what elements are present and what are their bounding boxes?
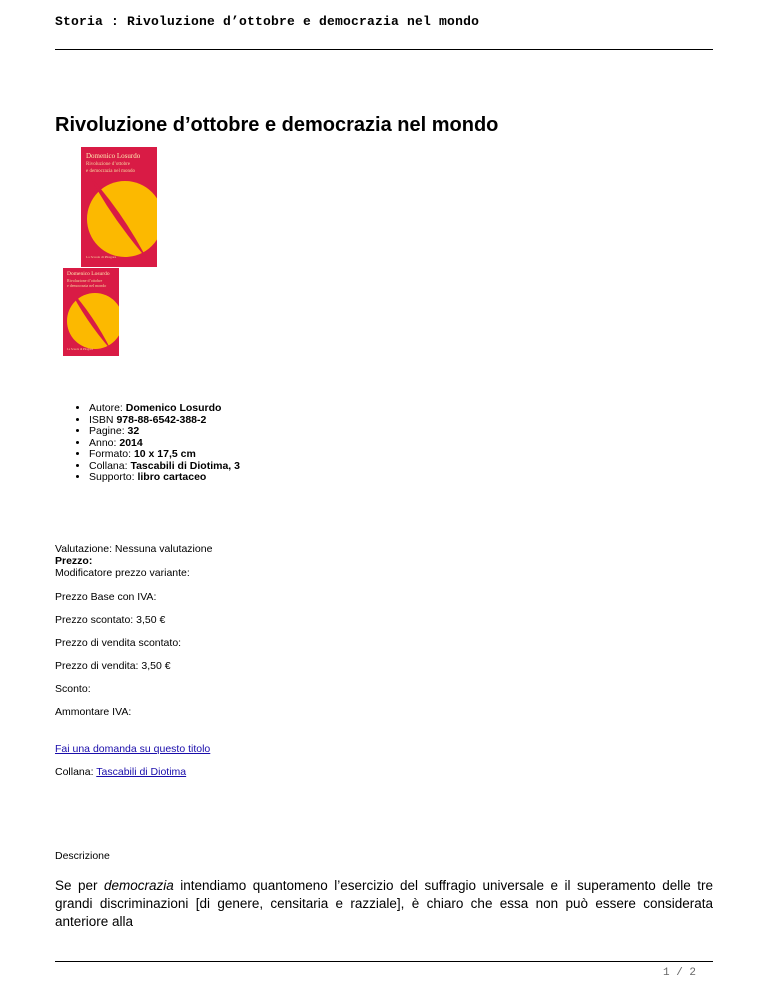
description-emphasis: democrazia (103, 878, 174, 893)
detail-value: 10 x 17,5 cm (133, 448, 196, 460)
description-heading: Descrizione (55, 850, 110, 862)
variant-modifier: Modificatore prezzo variante: (55, 567, 190, 579)
thumbnail-publisher: La Scuola di Pitagora (67, 347, 93, 351)
thumbnail-title-line2: e democrazia nel mondo (67, 283, 107, 288)
page-number: 1 / 2 (663, 967, 697, 979)
detail-value: Tascabili di Diotima, 3 (130, 459, 240, 472)
cover-title (86, 161, 135, 175)
page-title: Rivoluzione d’ottobre e democrazia nel mondo (55, 114, 499, 136)
discounted-sale-price: Prezzo di vendita scontato: (55, 637, 182, 649)
description-text (55, 877, 713, 931)
book-details-list (75, 403, 240, 484)
cover-title-line1: Rivoluzione d’ottobre (86, 162, 131, 167)
detail-label: Anno: (89, 436, 117, 449)
detail-medium (89, 472, 240, 484)
ask-question-row (55, 743, 210, 755)
cover-title-line2: e democrazia nel mondo (86, 169, 136, 174)
price-heading (55, 555, 92, 567)
detail-label: Collana: (89, 459, 128, 472)
detail-label: Supporto: (89, 471, 135, 483)
base-price-with-vat: Prezzo Base con IVA: (55, 591, 157, 603)
footer-rule (55, 961, 713, 962)
vat-amount: Ammontare IVA: (55, 706, 132, 718)
description-text-start: Se per (55, 878, 104, 893)
detail-label: Autore: (89, 402, 123, 414)
series-link[interactable]: Tascabili di Diotima (96, 766, 187, 778)
thumbnail-author: Domenico Losurdo (67, 271, 110, 277)
cover-author: Domenico Losurdo (86, 152, 141, 160)
discounted-price: Prezzo scontato: 3,50 € (55, 614, 166, 626)
price-heading-label: Prezzo: (55, 555, 93, 567)
running-header: Storia : Rivoluzione d’ottobre e democrazia nel mondo (55, 14, 480, 29)
header-rule (55, 49, 713, 50)
series-label: Collana: (55, 766, 94, 778)
sale-price: Prezzo di vendita: 3,50 € (55, 660, 171, 672)
ask-question-link[interactable]: Fai una domanda su questo titolo (55, 743, 211, 755)
detail-value: Domenico Losurdo (125, 402, 222, 414)
book-cover-thumbnail (63, 268, 119, 356)
detail-label: Formato: (89, 448, 132, 460)
detail-value: 2014 (119, 436, 143, 449)
rating-text: Valutazione: Nessuna valutazione (55, 543, 213, 555)
detail-label: Pagine: (89, 425, 125, 437)
detail-value: 32 (127, 425, 140, 437)
thumbnail-title-line1: Rivoluzione d’ottobre (67, 278, 103, 283)
description-text-rest: intendiamo quantomeno l’esercizio del suffragio universale e il superamento delle tre grandi discriminazioni [di genere, censitaria e razziale], è chiaro che essa non può essere considerata anteriore alla (55, 878, 714, 929)
detail-value: libro cartaceo (137, 471, 207, 483)
series-row (55, 766, 186, 778)
book-cover-image (81, 147, 157, 267)
discount: Sconto: (55, 683, 91, 695)
detail-value: 978-88-6542-388-2 (116, 413, 207, 426)
cover-publisher: La Scuola di Pitagora (86, 255, 117, 259)
thumbnail-title (67, 278, 106, 288)
detail-label: ISBN (89, 413, 114, 426)
